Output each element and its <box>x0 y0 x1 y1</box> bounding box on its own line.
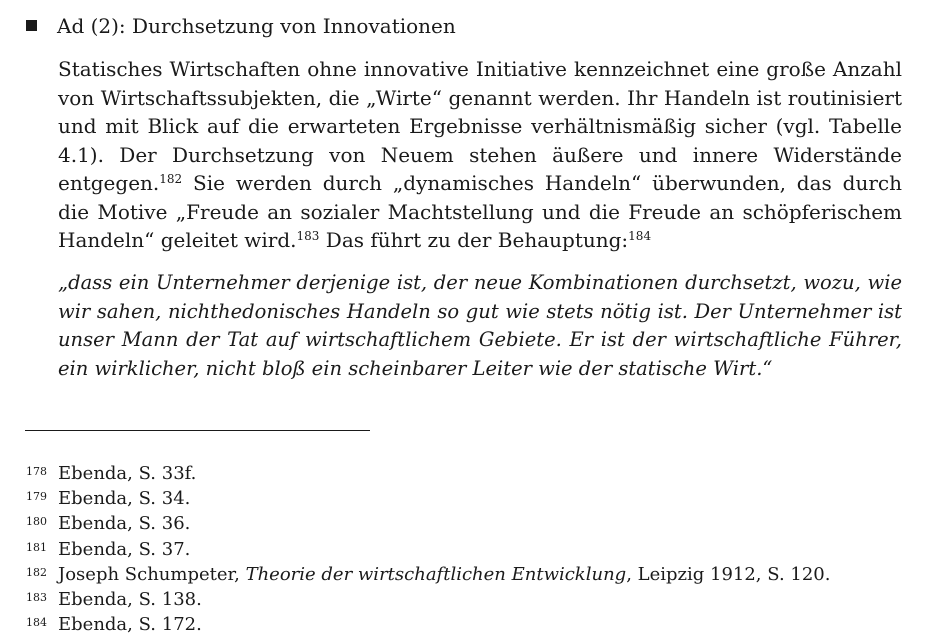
footnotes-list <box>26 460 906 636</box>
paragraph-sentence-2: Sie werden durch „dynamisches Handeln“ überwunden, das durch die Motive „Freude an sozialer Machtstellung und die Freude an schöpferischem Handeln“ geleitet wird. <box>58 171 902 252</box>
footnote-text: Ebenda, S. 33f. <box>58 463 197 484</box>
footnote-text: Ebenda, S. 138. <box>58 589 202 611</box>
footnote-text-publication: , Leipzig 1912, S. 120. <box>626 563 831 585</box>
footnote-number: 181 <box>26 540 47 554</box>
body-paragraph <box>58 55 902 255</box>
footnote-number: 178 <box>26 465 47 478</box>
footnote-book-title: Theorie der wirtschaftlichen Entwicklung <box>245 563 627 585</box>
paragraph-sentence-3: Das führt zu der Behauptung: <box>319 228 629 252</box>
footnote-182 <box>26 561 906 586</box>
footnote-number: 179 <box>26 490 47 504</box>
footnote-184 <box>26 611 906 636</box>
footnote-number: 182 <box>26 565 47 579</box>
footnote-text: Ebenda, S. 36. <box>58 513 191 535</box>
footnote-number: 183 <box>26 591 47 605</box>
section-heading-text: Ad (2): Durchsetzung von Innovationen <box>57 14 456 38</box>
footnote-ref-184: 184 <box>628 229 652 243</box>
footnote-text-author: Joseph Schumpeter, <box>58 563 246 585</box>
footnote-180 <box>26 510 906 535</box>
footnote-183 <box>26 586 906 611</box>
footnote-text: Ebenda, S. 37. <box>58 538 191 560</box>
block-quote: „dass ein Unternehmer derjenige ist, der neue Kombinationen durchsetzt, wozu, wie wir sahen, nichthedonisches Handeln so gut wie stets nötig ist. Der Unternehmer ist unser Mann der Tat auf wirtschaftlichem Gebiete. Er ist der wirtschaftliche Führer, ein wirklicher, nicht bloß ein scheinbarer Leiter wie der statische Wirt.“ <box>58 271 902 380</box>
footnote-181 <box>26 536 906 561</box>
footnote-number: 180 <box>26 515 47 529</box>
square-bullet-icon <box>26 20 37 31</box>
footnote-text: Ebenda, S. 172. <box>58 614 202 636</box>
footnote-ref-182: 182 <box>159 172 183 186</box>
footnote-ref-183: 183 <box>296 229 320 243</box>
footnote-179 <box>26 485 906 510</box>
footnote-text: Ebenda, S. 34. <box>58 488 191 510</box>
footnote-178 <box>26 460 906 485</box>
footnote-separator <box>25 430 370 431</box>
footnote-number: 184 <box>26 616 47 630</box>
section-heading <box>26 12 456 40</box>
paragraph-sentence-1: Statisches Wirtschaften ohne innovative Initiative kennzeichnet eine große Anzahl von Wirtschaftssubjekten, die „Wirte“ genannt werden. Ihr Handeln ist routinisiert und mit Blick auf die erwarteten Ergebnisse verhältnismäßig sicher (vgl. Tabelle 4.1). Der Durchsetzung von Neuem stehen äußere und innere Widerstände entgegen. <box>58 57 902 195</box>
